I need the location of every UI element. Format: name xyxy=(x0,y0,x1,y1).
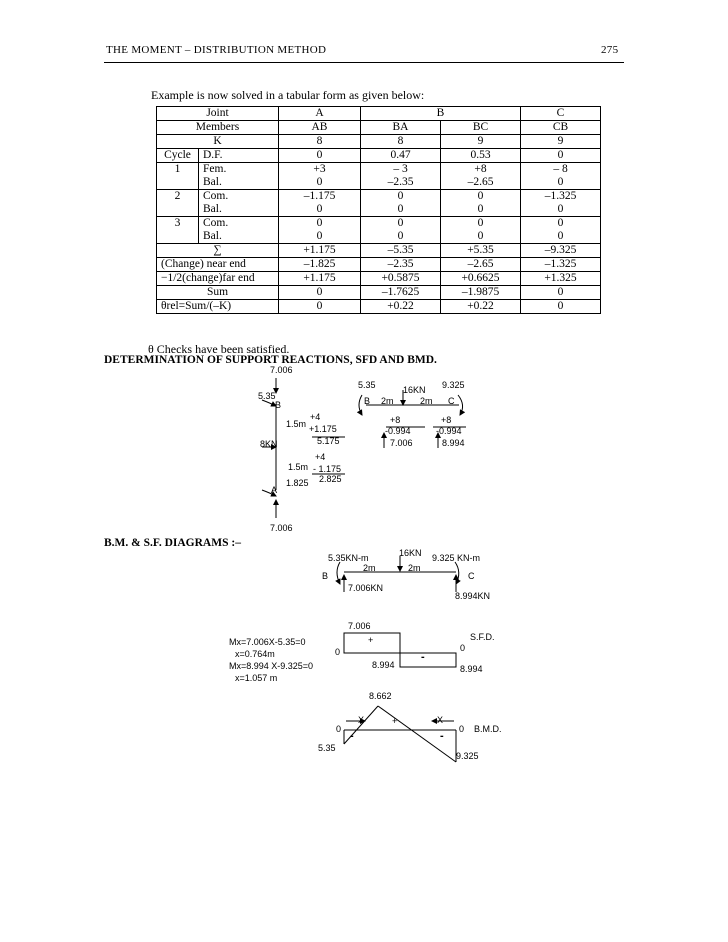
cell: −1/2(change)far end xyxy=(157,272,279,286)
bmd-minus-left: - xyxy=(350,730,354,742)
cell: 0 xyxy=(521,286,601,300)
bmd-plus: + xyxy=(392,716,398,726)
cell: –9.325 xyxy=(521,244,601,258)
cell: +0.5875 xyxy=(361,272,441,286)
beam-right-val: +8 xyxy=(441,415,452,425)
beam-label-c: C xyxy=(448,396,455,406)
column-len-top: 1.5m xyxy=(286,419,307,429)
checks-note: θ Checks have been satisfied. xyxy=(148,342,290,356)
cell-cycle-number: 2 xyxy=(157,190,199,217)
sfd-eq: x=0.764m xyxy=(235,649,275,659)
beam-moment-left: 5.35 xyxy=(358,380,376,390)
sfd-top-val: 7.006 xyxy=(348,621,371,631)
cell: 0 0 xyxy=(361,190,441,217)
sfd-eq: x=1.057 m xyxy=(235,673,278,683)
column-label-a: A xyxy=(271,485,278,495)
column-top-val: +1.175 xyxy=(309,424,337,434)
bmd-zero-right: 0 xyxy=(459,724,465,734)
sfd-label: S.F.D. xyxy=(470,632,495,642)
cell: θrel=Sum/(–K) xyxy=(157,300,279,314)
column-load-8kn: 8KN xyxy=(260,439,278,449)
cell: +5.35 xyxy=(441,244,521,258)
cell: –1.825 xyxy=(279,258,361,272)
column-top-val: +4 xyxy=(310,412,321,422)
sfd-zero-left: 0 xyxy=(335,647,341,657)
beam-left-sum: 7.006 xyxy=(390,438,413,448)
loaded-reaction-left: 7.006KN xyxy=(348,583,384,593)
cell-joint-a: A xyxy=(279,107,361,121)
sfd-eq: Mx=8.994 X-9.325=0 xyxy=(229,661,314,671)
cell-k: K xyxy=(157,135,279,149)
beam-label-b: B xyxy=(364,396,371,406)
cell: 0 0 xyxy=(441,190,521,217)
loaded-moment-left: 5.35KN-m xyxy=(328,553,369,563)
cell: –1.325 xyxy=(521,258,601,272)
beam-load: 16KN xyxy=(403,385,426,395)
bmd-minus-right: - xyxy=(440,730,444,742)
cell-joint: Joint xyxy=(157,107,279,121)
bmd-right-val: 9.325 xyxy=(456,751,479,761)
cell: 8 xyxy=(361,135,441,149)
cell: (Change) near end xyxy=(157,258,279,272)
bmd-left-val: 5.35 xyxy=(318,743,336,753)
section-title-diagrams: B.M. & S.F. DIAGRAMS :– xyxy=(104,537,241,549)
sfd-neg-val: 8.994 xyxy=(372,660,395,670)
sfd-negative-block xyxy=(400,653,456,667)
cell: 0 0 xyxy=(279,217,361,244)
column-bottom-reaction: 7.006 xyxy=(270,523,293,533)
page-number: 275 xyxy=(601,44,619,56)
sfd-zero-right: 0 xyxy=(460,643,466,653)
column-len-bot: 1.5m xyxy=(288,462,309,472)
sfd-eq: Mx=7.006X-5.35=0 xyxy=(229,637,306,647)
cell: BA xyxy=(361,121,441,135)
sfd-right-val: 8.994 xyxy=(460,664,483,674)
section-title-reactions: DETERMINATION OF SUPPORT REACTIONS, SFD AND BMD. xyxy=(104,354,437,366)
cell: 8 xyxy=(279,135,361,149)
loaded-span-right: 2m xyxy=(408,563,421,573)
loaded-reaction-right: 8.994KN xyxy=(455,591,491,601)
sfd-minus: - xyxy=(421,651,425,663)
sfd-plus: + xyxy=(368,635,374,645)
column-label-b: B xyxy=(275,400,282,410)
loaded-load: 16KN xyxy=(399,548,422,558)
beam-span-right: 2m xyxy=(420,396,433,406)
cell: +1.175 xyxy=(279,244,361,258)
column-bot-val: - 1.175 xyxy=(313,464,342,474)
cell: Com. Bal. xyxy=(199,190,279,217)
cell: +0.22 xyxy=(441,300,521,314)
beam-left-val: -0.994 xyxy=(385,426,411,436)
cell-joint-b: B xyxy=(361,107,521,121)
cell: 0.53 xyxy=(441,149,521,163)
column-top-sum: 5.175 xyxy=(317,436,340,446)
loaded-label-b: B xyxy=(322,571,329,581)
cell: +0.22 xyxy=(361,300,441,314)
cell: –2.35 xyxy=(361,258,441,272)
cell: Fem. Bal. xyxy=(199,163,279,190)
column-moment-b: 5.35 xyxy=(258,391,276,401)
beam-span-left: 2m xyxy=(381,396,394,406)
bmd-zero-left: 0 xyxy=(336,724,342,734)
cell: +1.175 xyxy=(279,272,361,286)
bmd-x-right: X xyxy=(437,715,444,725)
cell: 0 0 xyxy=(361,217,441,244)
beam-left-val: +8 xyxy=(390,415,401,425)
cell: +8 –2.65 xyxy=(441,163,521,190)
column-bot-sum: 2.825 xyxy=(319,474,342,484)
column-bot-val: +4 xyxy=(315,452,326,462)
cell: – 8 0 xyxy=(521,163,601,190)
cell: –2.65 xyxy=(441,258,521,272)
loaded-span-left: 2m xyxy=(363,563,376,573)
loaded-label-c: C xyxy=(468,571,475,581)
cell: 9 xyxy=(521,135,601,149)
cell: +0.6625 xyxy=(441,272,521,286)
loaded-moment-right: 9.325 KN-m xyxy=(432,553,481,563)
bmd-peak: 8.662 xyxy=(369,691,392,701)
cell: –1.175 0 xyxy=(279,190,361,217)
intro-text: Example is now solved in a tabular form as given below: xyxy=(151,88,425,102)
cell: Sum xyxy=(157,286,279,300)
bmd-x-left: X xyxy=(358,715,365,725)
beam-moment-right: 9.325 xyxy=(442,380,465,390)
column-top-reaction: 7.006 xyxy=(270,365,293,375)
cell: –1.9875 xyxy=(441,286,521,300)
cell-df: D.F. xyxy=(199,149,279,163)
cell: –1.7625 xyxy=(361,286,441,300)
column-bot-left: 1.825 xyxy=(286,478,309,488)
running-header-title: THE MOMENT – DISTRIBUTION METHOD xyxy=(106,44,327,56)
cell-members: Members xyxy=(157,121,279,135)
cell-joint-c: C xyxy=(521,107,601,121)
moment-arrow-left xyxy=(359,395,362,415)
cell: 0 xyxy=(521,149,601,163)
sfd-diagram xyxy=(344,633,456,667)
cell: –1.325 0 xyxy=(521,190,601,217)
cell: 0 0 xyxy=(521,217,601,244)
cell: – 3 –2.35 xyxy=(361,163,441,190)
moment-arrow-left xyxy=(337,562,340,584)
cell: 0 0 xyxy=(441,217,521,244)
cell-cycle-number: 3 xyxy=(157,217,199,244)
cell-sigma: ∑ xyxy=(157,244,279,258)
cell: 0 xyxy=(279,300,361,314)
cell: 0.47 xyxy=(361,149,441,163)
cell: 0 xyxy=(279,286,361,300)
cell-cycle-number: 1 xyxy=(157,163,199,190)
cell: +3 0 xyxy=(279,163,361,190)
beam-right-val: -0.994 xyxy=(436,426,462,436)
cell: 0 xyxy=(521,300,601,314)
bmd-label: B.M.D. xyxy=(474,724,502,734)
cell: CB xyxy=(521,121,601,135)
cell-cycle: Cycle xyxy=(157,149,199,163)
cell: –5.35 xyxy=(361,244,441,258)
cell: 9 xyxy=(441,135,521,149)
cell: AB xyxy=(279,121,361,135)
cell: +1.325 xyxy=(521,272,601,286)
cell: BC xyxy=(441,121,521,135)
cell: 0 xyxy=(279,149,361,163)
beam-right-sum: 8.994 xyxy=(442,438,465,448)
bmd-fall xyxy=(378,706,456,762)
cell: Com. Bal. xyxy=(199,217,279,244)
